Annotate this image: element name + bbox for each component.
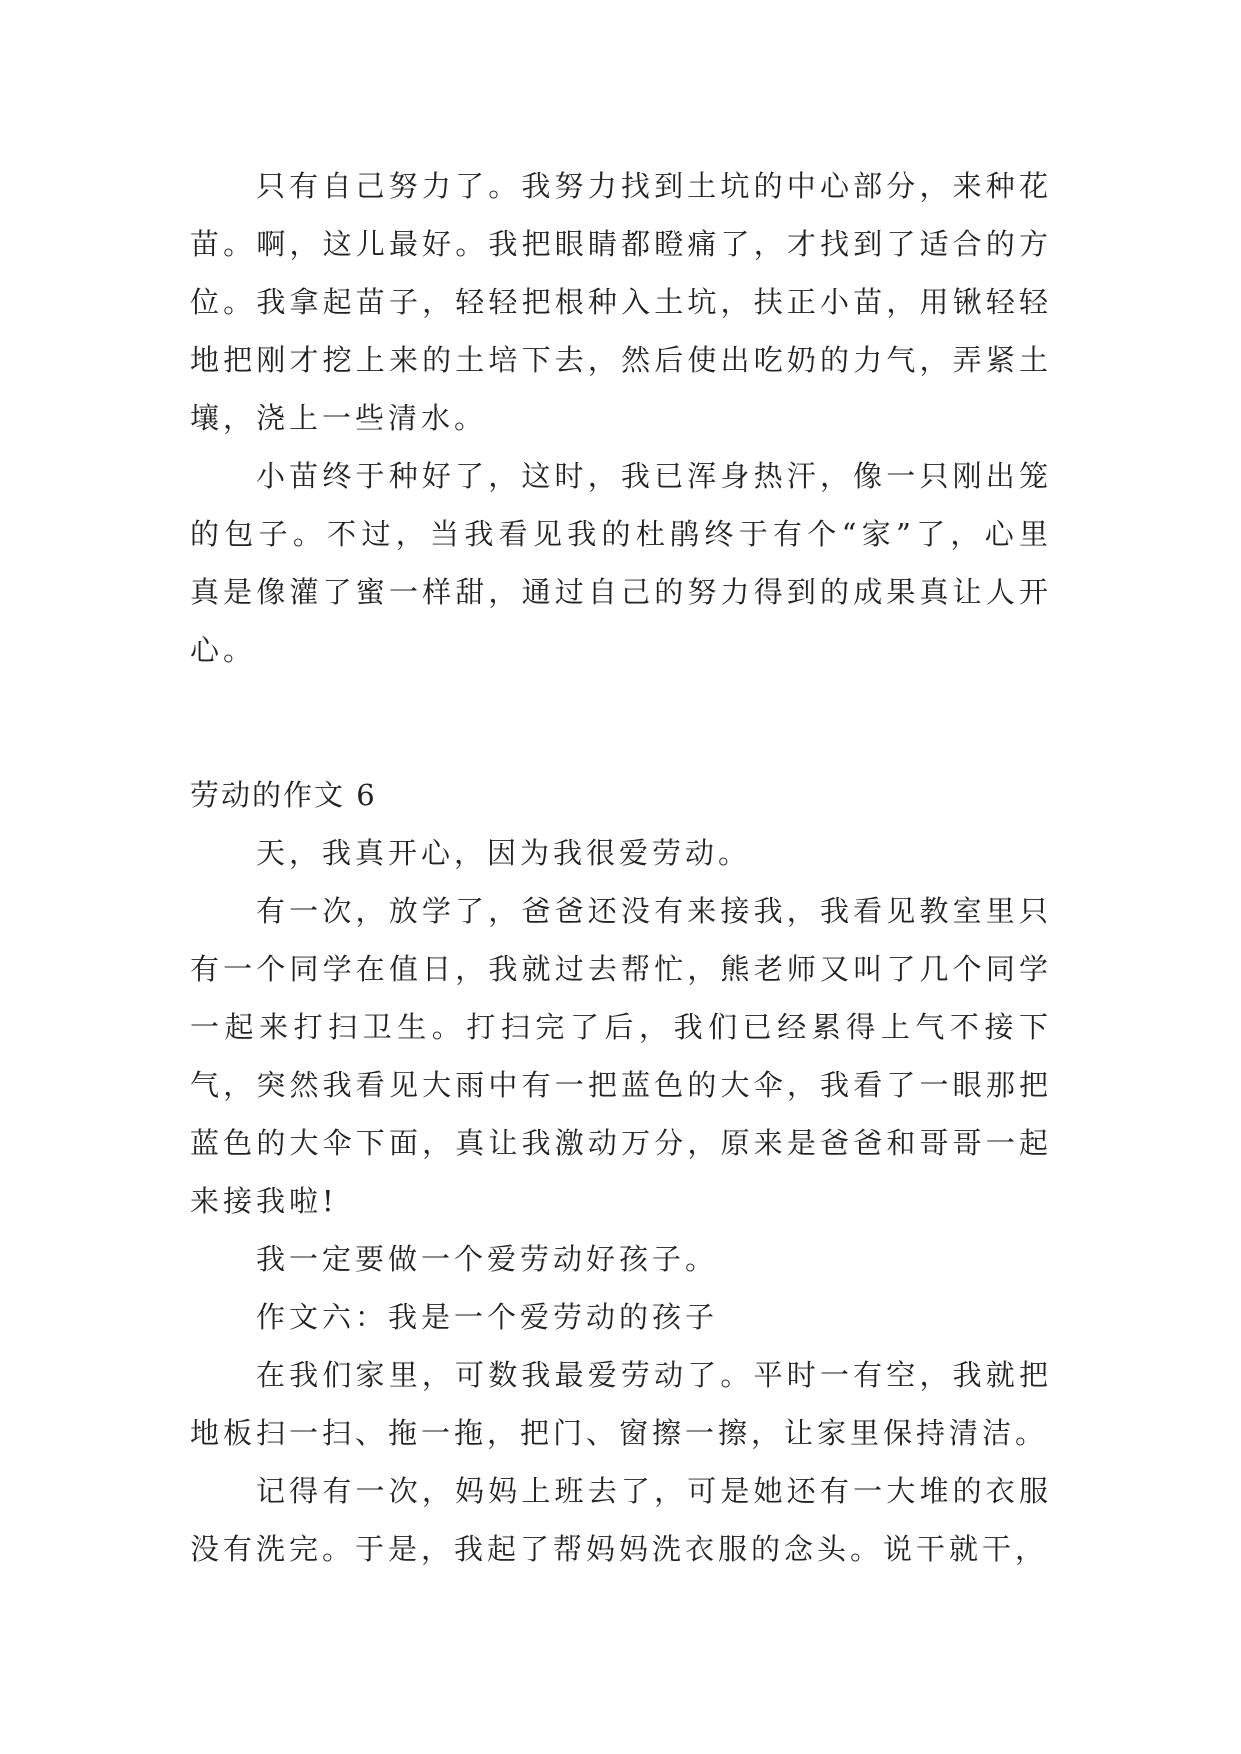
section-heading: 劳动的作文 6 — [190, 778, 377, 812]
paragraph: 记得有一次，妈妈上班去了，可是她还有一大堆的衣服没有洗完。于是，我起了帮妈妈洗衣服的念头。说干就干， — [190, 1474, 1052, 1566]
paragraph: 作文六：我是一个爱劳动的孩子 — [256, 1300, 719, 1334]
text-section-2 — [190, 766, 1052, 1578]
paragraph: 我一定要做一个爱劳动好孩子。 — [256, 1242, 719, 1276]
paragraph: 在我们家里，可数我最爱劳动了。平时一有空，我就把地板扫一扫、拖一拖，把门、窗擦一擦，让家里保持清洁。 — [190, 1358, 1052, 1450]
paragraph: 小苗终于种好了，这时，我已浑身热汗，像一只刚出笼的包子。不过，当我看见我的杜鹃终于有个“家”了，心里真是像灌了蜜一样甜，通过自己的努力得到的成果真让人开心。 — [190, 459, 1052, 667]
paragraph: 天，我真开心，因为我很爱劳动。 — [256, 836, 752, 870]
paragraph: 只有自己努力了。我努力找到土坑的中心部分，来种花苗。啊，这儿最好。我把眼睛都瞪痛了，才找到了适合的方位。我拿起苗子，轻轻把根种入土坑，扶正小苗，用锹轻轻地把刚才挖上来的土培下去，然后使出吃奶的力气，弄紧土壤，浇上一些清水。 — [190, 169, 1052, 435]
text-section-1 — [190, 157, 1052, 679]
paragraph: 有一次，放学了，爸爸还没有来接我，我看见教室里只有一个同学在值日，我就过去帮忙，熊老师又叫了几个同学一起来打扫卫生。打扫完了后，我们已经累得上气不接下气，突然我看见大雨中有一把蓝色的大伞，我看了一眼那把蓝色的大伞下面，真让我激动万分，原来是爸爸和哥哥一起来接我啦! — [190, 894, 1052, 1218]
